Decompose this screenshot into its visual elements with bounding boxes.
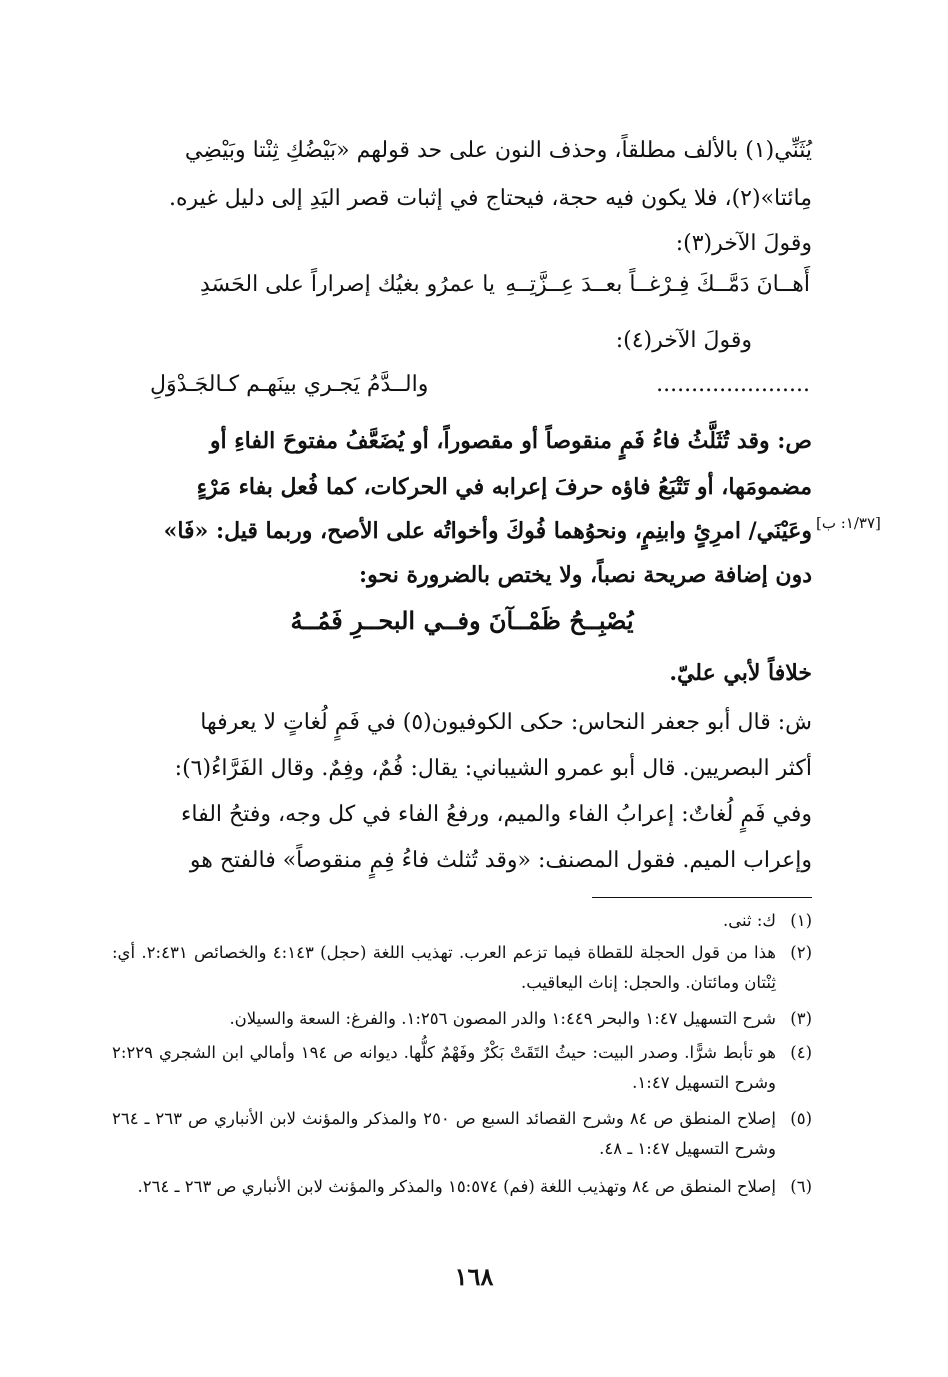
footnote-5 — [112, 1104, 812, 1164]
footnote-text: هذا من قول الحجلة للقطاة فيما تزعم العرب. تهذيب اللغة (حجل) ٤:١٤٣ والخصائص ٢:٤٣١. أي: ثِنْتان ومائتان. والحجل: إناث اليعاقيب. — [112, 943, 776, 992]
matn-line-2: مضمومَها، أو تَتْبَعُ فاؤه حرفَ إعرابه في الحركات، كما فُعل بفاء مَرْءٍ — [196, 474, 812, 500]
body-line-1: يُثَنِّي(١) بالألف مطلقاً، وحذف النون على حد قولهم «بَيْضُكِ ثِنْتا وبَيْضِي — [184, 138, 812, 163]
footnote-text: شرح التسهيل ١:٤٧ والبحر ١:٤٤٩ والدر المصون ١:٢٥٦. والفرغ: السعة والسيلان. — [229, 1009, 776, 1028]
footnote-number: (٦) — [790, 1177, 812, 1196]
footnote-text: إصلاح المنطق ص ٨٤ وتهذيب اللغة (فم) ١٥:٥٧٤ والمذكر والمؤنث لابن الأنباري ص ٢٦٣ ـ ٢٦٤. — [137, 1177, 776, 1196]
footnote-6 — [112, 1172, 812, 1202]
sharh-line-2: أكثر البصريين. قال أبو عمرو الشيباني: يقال: فُمٌ، وفِمٌ. وقال الفَرَّاءُ(٦): — [174, 756, 812, 781]
sharh-line-1: ش: قال أبو جعفر النحاس: حكى الكوفيون(٥) في فَمٍ لُغاتٍ لا يعرفها — [200, 710, 812, 735]
verse-intro-2: وقولَ الآخر(٤): — [615, 328, 752, 353]
footnote-number: (٣) — [790, 1009, 812, 1028]
footnote-number: (٤) — [790, 1043, 812, 1062]
footnote-text: إصلاح المنطق ص ٨٤ وشرح القصائد السبع ص ٢٥٠ والمذكر والمؤنث لابن الأنباري ص ٢٦٣ ـ ٢٦٤ وشرح التسهيل ١:٤٧ ـ ٤٨. — [112, 1109, 776, 1158]
verse-1-second-hemistich: يا عمرُو بغيُك إصراراً على الحَسَدِ — [200, 272, 496, 297]
page-number: ١٦٨ — [454, 1262, 494, 1291]
verse-3: يُصْبِــحُ ظَمْــآنَ وفــي البحــرِ فَمُــهُ — [290, 606, 634, 635]
footnote-1 — [112, 906, 812, 936]
verse-intro-1: وقولَ الآخر(٣): — [675, 231, 812, 256]
matn-line-4: دون إضافة صريحة نصباً، ولا يختص بالضرورة نحو: — [359, 562, 812, 588]
verse-1-first-hemistich: أَهــانَ دَمَّــكَ فِـرْغــاً بعــدَ عِــزَّتِــهِ — [505, 272, 810, 297]
footnote-number: (٥) — [790, 1109, 812, 1128]
footnote-3 — [112, 1004, 812, 1034]
footnote-number: (١) — [790, 911, 812, 930]
sharh-line-4: وإعراب الميم. فقول المصنف: «وقد تُثلث فاءُ فِمٍ منقوصاً» فالفتح هو — [189, 848, 812, 873]
body-line-2: مِائتا»(٢)، فلا يكون فيه حجة، فيحتاج في إثبات قصر اليَدِ إلى دليل غيره. — [168, 186, 812, 211]
footnote-4 — [112, 1038, 812, 1098]
matn-line-1: ص: وقد تُثَلَّثُ فاءُ فَمٍ منقوصاً أو مقصوراً، أو يُضَعَّفُ مفتوحَ الفاءِ أو — [209, 428, 812, 454]
footnote-number: (٢) — [790, 943, 812, 962]
verse-2-second-hemistich: والــدَّمُ يَجـري بينَهـم كـالجَـدْوَلِ — [150, 372, 429, 397]
footnote-separator — [592, 897, 812, 898]
footnote-text: ك: ثنى. — [723, 911, 776, 930]
footnote-text: هو تأبط شرًّا. وصدر البيت: حيثُ التَقَتْ بَكْرٌ وفَهْمٌ كلُّها. ديوانه ص ١٩٤ وأمالي ابن الشجري ٢:٢٢٩ وشرح التسهيل ١:٤٧. — [112, 1043, 776, 1092]
footnote-2 — [112, 938, 812, 998]
verse-2-first-dots: ...................... — [656, 372, 810, 397]
sharh-line-3: وفي فَمٍ لُغاتٌ: إعرابُ الفاء والميم، ورفعُ الفاء في كل وجه، وفتحُ الفاء — [181, 802, 812, 827]
matn-line-3: وعَيْنَي/ امرِئٍ وابنِمٍ، ونحوُهما فُوكَ وأخواتُه على الأصح، وربما قيل: «فَا» — [163, 518, 812, 544]
manuscript-folio-note: [١/٣٧: ب] — [816, 514, 881, 532]
matn-end: خلافاً لأبي عليّ. — [669, 660, 812, 686]
